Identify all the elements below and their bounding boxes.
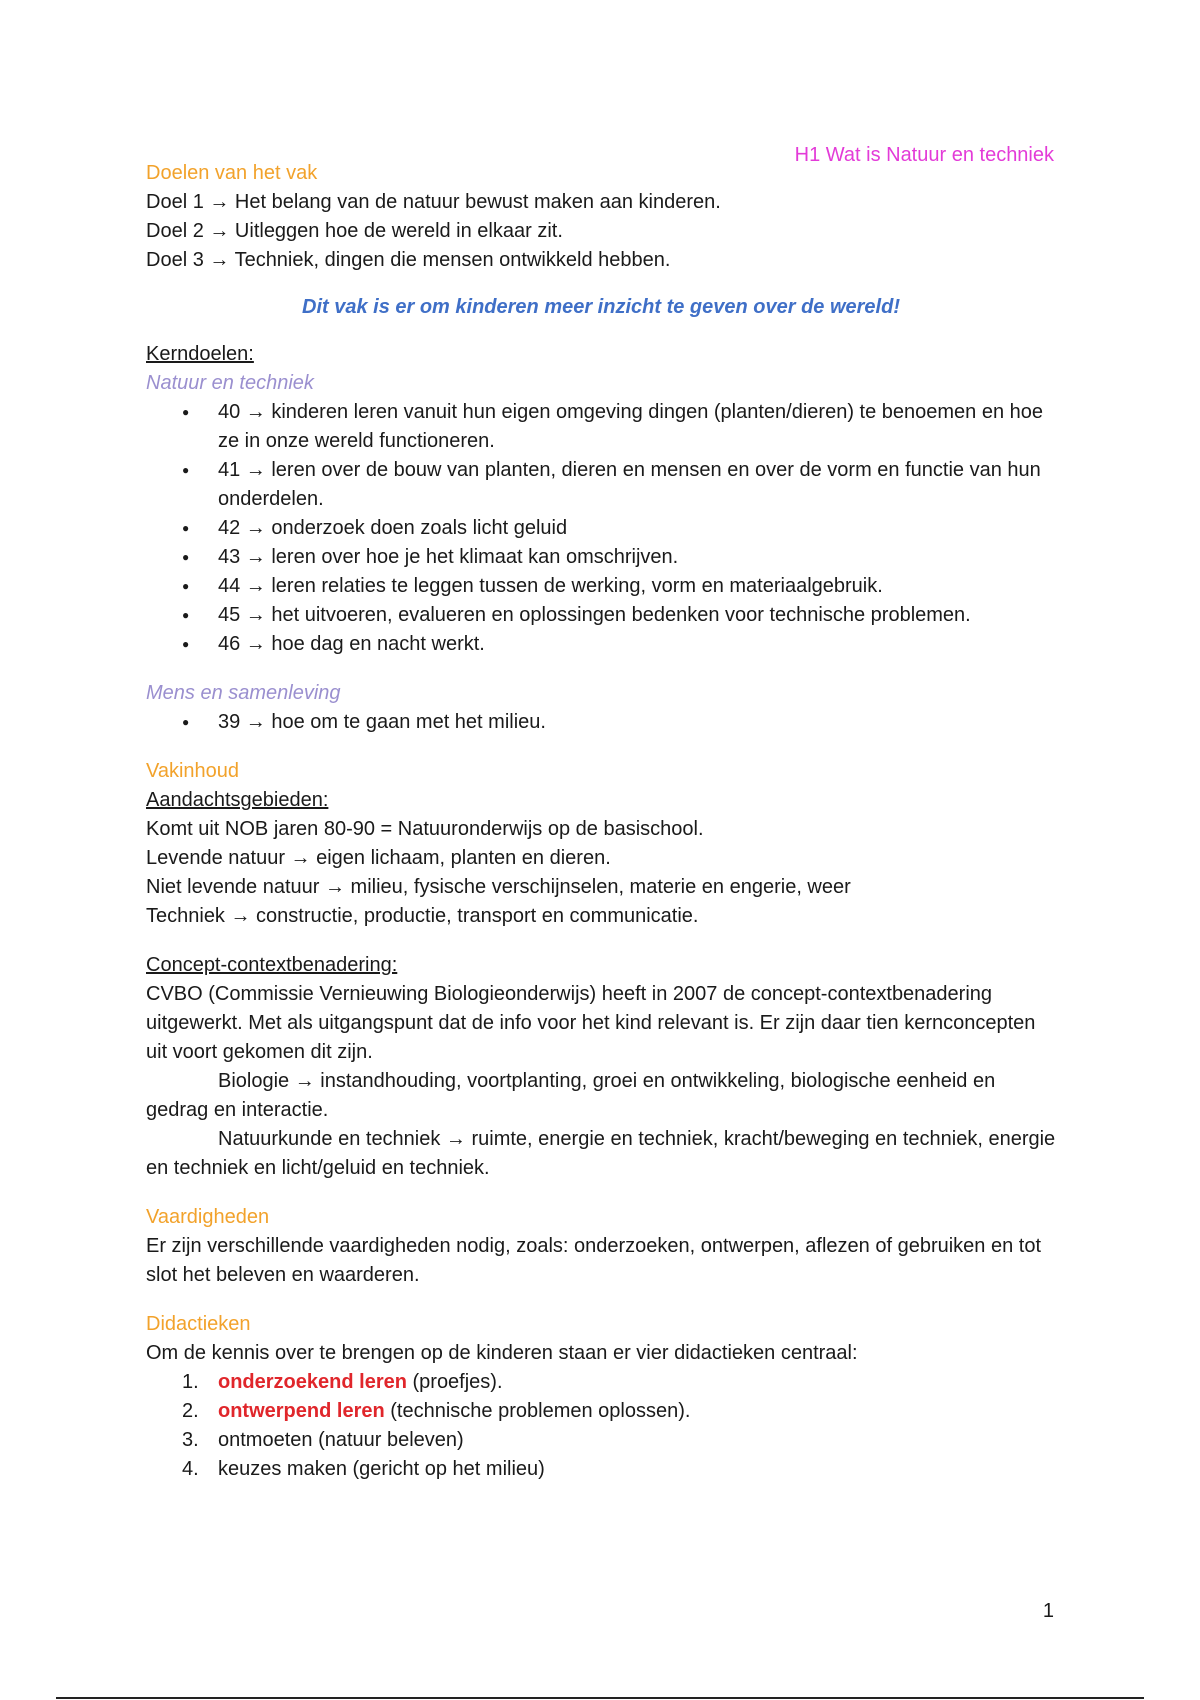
didactieken-intro: Om de kennis over te brengen op de kinderen staan er vier didactieken centraal: <box>146 1342 858 1364</box>
didactieken-heading: Didactieken <box>146 1313 251 1335</box>
list-item: 2. ontwerpend leren (technische problemen oplossen). <box>182 1400 691 1422</box>
doel-line: Doel 2 → Uitleggen hoe de wereld in elkaar zit. <box>146 220 563 242</box>
kerndoelen-heading: Kerndoelen: <box>146 343 254 365</box>
doel-line: Doel 1 → Het belang van de natuur bewust maken aan kinderen. <box>146 191 721 213</box>
vaardigheden-heading: Vaardigheden <box>146 1206 270 1228</box>
concept-heading: Concept-contextbenadering: <box>146 954 398 976</box>
vakinhoud-line: Komt uit NOB jaren 80-90 = Natuuronderwijs op de basischool. <box>146 818 704 840</box>
list-item: ● 42 → onderzoek doen zoals licht geluid <box>146 514 1056 543</box>
aandachtsgebieden-heading: Aandachtsgebieden: <box>146 789 329 811</box>
doelen-heading: Doelen van het vak <box>146 162 318 184</box>
list-item: ● 45 → het uitvoeren, evalueren en oplossingen bedenken voor technische problemen. <box>146 601 1056 630</box>
list-item: ● 39 → hoe om te gaan met het milieu. <box>146 708 1056 737</box>
vakinhoud-line: Techniek → constructie, productie, transport en communicatie. <box>146 905 699 927</box>
natuur-techniek-heading: Natuur en techniek <box>146 372 314 394</box>
natuurkunde-paragraph: Natuurkunde en techniek → ruimte, energie en techniek, kracht/beweging en techniek, energie en techniek en licht/geluid en techniek. <box>146 1128 1056 1179</box>
biologie-paragraph: Biologie → instandhouding, voortplanting, groei en ontwikkeling, biologische eenheid en gedrag en interactie. <box>146 1070 996 1121</box>
vakinhoud-line: Niet levende natuur → milieu, fysische verschijnselen, materie en engerie, weer <box>146 876 851 898</box>
natuur-kerndoelen-list <box>146 398 1056 659</box>
page-number: 1 <box>1042 1600 1054 1622</box>
list-item: ● 40 → kinderen leren vanuit hun eigen omgeving dingen (planten/dieren) te benoemen en hoe ze in onze wereld functioneren. <box>146 398 1056 456</box>
highlight-quote: Dit vak is er om kinderen meer inzicht te geven over de wereld! <box>302 296 900 318</box>
list-item: 1. onderzoekend leren (proefjes). <box>182 1371 503 1393</box>
chapter-title: H1 Wat is Natuur en techniek <box>794 144 1054 166</box>
list-item: 3. ontmoeten (natuur beleven) <box>182 1429 464 1451</box>
list-item: ● 43 → leren over hoe je het klimaat kan omschrijven. <box>146 543 1056 572</box>
vakinhoud-line: Levende natuur → eigen lichaam, planten en dieren. <box>146 847 611 869</box>
mens-samenleving-heading: Mens en samenleving <box>146 682 341 704</box>
didactieken-list <box>146 1368 1056 1484</box>
page-bottom-rule <box>56 1697 1144 1699</box>
list-item: ● 41 → leren over de bouw van planten, dieren en mensen en over de vorm en functie van hun onderdelen. <box>146 456 1056 514</box>
document-body <box>146 142 1056 1484</box>
list-item: ● 46 → hoe dag en nacht werkt. <box>146 630 1056 659</box>
list-item: 4. keuzes maken (gericht op het milieu) <box>182 1458 545 1480</box>
list-item: ● 44 → leren relaties te leggen tussen de werking, vorm en materiaalgebruik. <box>146 572 1056 601</box>
vakinhoud-heading: Vakinhoud <box>146 760 240 782</box>
concept-paragraph: CVBO (Commissie Vernieuwing Biologieonderwijs) heeft in 2007 de concept-contextbenadering uitgewerkt. Met als uitgangspunt dat de info voor het kind relevant is. Er zijn daar tien kernconcepten uit voort gekomen dit zijn. <box>146 983 1036 1063</box>
vaardigheden-paragraph: Er zijn verschillende vaardigheden nodig, zoals: onderzoeken, ontwerpen, aflezen of gebruiken en tot slot het beleven en waarderen. <box>146 1235 1042 1286</box>
doel-line: Doel 3 → Techniek, dingen die mensen ontwikkeld hebben. <box>146 249 671 271</box>
mens-kerndoelen-list <box>146 708 1056 737</box>
